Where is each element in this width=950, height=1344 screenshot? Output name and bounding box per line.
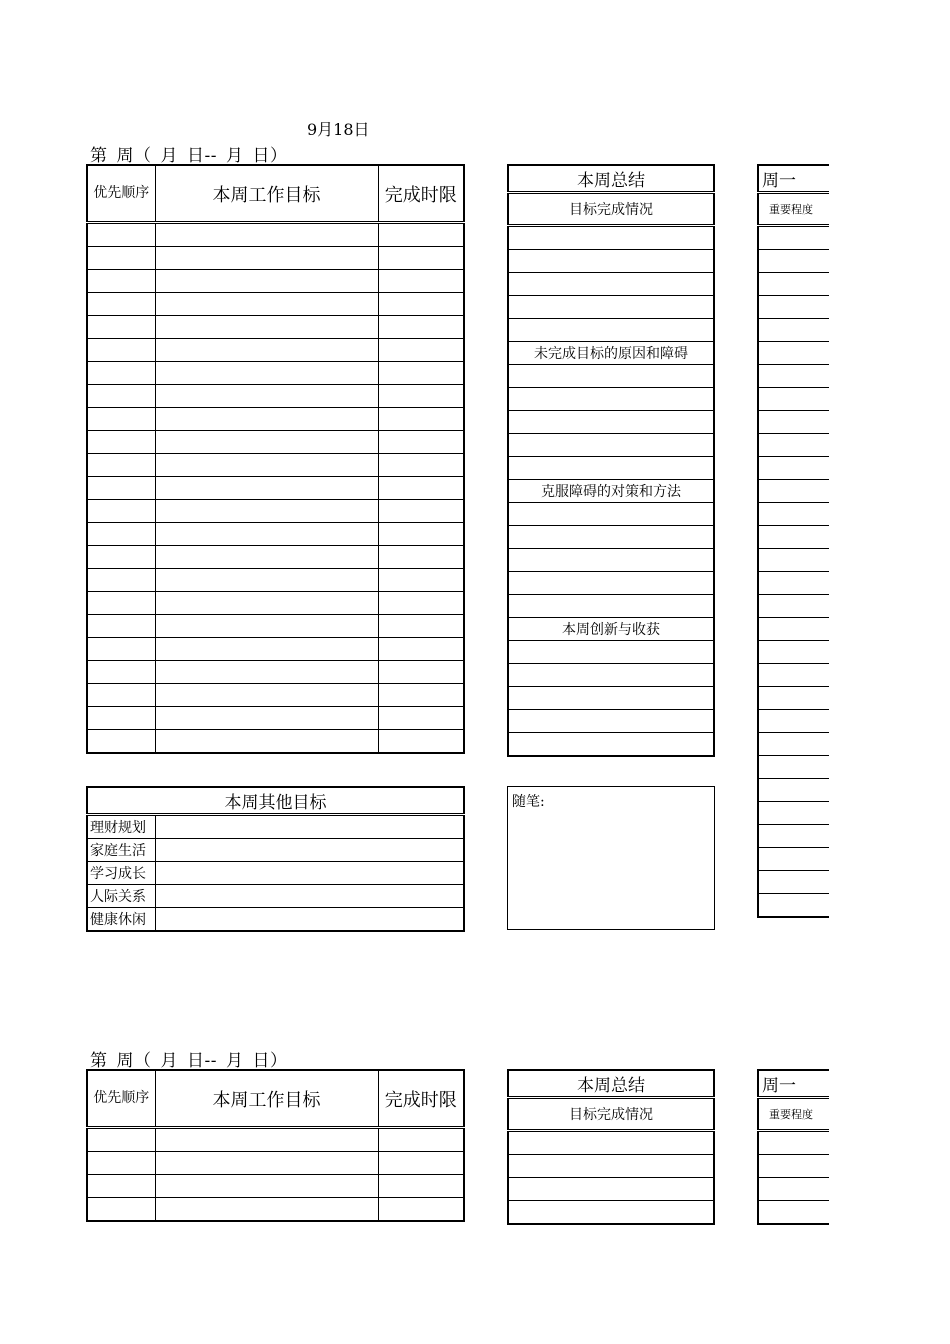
- day-cell[interactable]: [758, 710, 829, 733]
- table-row: [758, 756, 829, 779]
- weekly-goals-table: [86, 164, 465, 754]
- goal-cell[interactable]: [87, 592, 155, 615]
- goal-cell[interactable]: [87, 638, 155, 661]
- table-row: [508, 1178, 714, 1201]
- summary-cell[interactable]: [508, 641, 714, 664]
- day-cell[interactable]: [758, 1201, 829, 1225]
- table-row: [758, 434, 829, 457]
- goal-cell[interactable]: [155, 1152, 378, 1175]
- day-cell[interactable]: [758, 1178, 829, 1201]
- table-row: [758, 388, 829, 411]
- summary-solutions-label: 克服障碍的对策和方法: [508, 480, 714, 503]
- goal-cell[interactable]: [155, 546, 378, 569]
- table-row: [758, 1201, 829, 1225]
- day-cell[interactable]: [758, 687, 829, 710]
- goal-cell[interactable]: [87, 477, 155, 500]
- goal-cell[interactable]: [155, 316, 378, 339]
- date-label: 9月18日: [307, 120, 370, 139]
- table-row: [758, 250, 829, 273]
- goal-cell[interactable]: [378, 362, 464, 385]
- day-cell[interactable]: [758, 779, 829, 802]
- summary-cell[interactable]: [508, 457, 714, 480]
- summary-title: 本周总结: [508, 1070, 714, 1098]
- other-goal-label: 学习成长: [87, 862, 155, 885]
- goal-cell[interactable]: [155, 385, 378, 408]
- table-row: [758, 549, 829, 572]
- table-row: [508, 1155, 714, 1178]
- goal-cell[interactable]: [378, 730, 464, 754]
- goal-cell[interactable]: [155, 730, 378, 754]
- table-row: [87, 569, 464, 592]
- goal-cell[interactable]: [155, 408, 378, 431]
- goal-cell[interactable]: [378, 339, 464, 362]
- goal-cell[interactable]: [155, 661, 378, 684]
- day-cell[interactable]: [758, 894, 829, 918]
- table-row: [87, 500, 464, 523]
- importance-label: 重要程度: [758, 1098, 829, 1131]
- goal-cell[interactable]: [378, 592, 464, 615]
- summary-cell[interactable]: [508, 365, 714, 388]
- table-row: [87, 1198, 464, 1222]
- goal-cell[interactable]: [378, 569, 464, 592]
- summary-cell[interactable]: [508, 1178, 714, 1201]
- summary-cell[interactable]: [508, 687, 714, 710]
- summary-cell[interactable]: [508, 733, 714, 757]
- table-row: [87, 431, 464, 454]
- goal-cell[interactable]: [87, 362, 155, 385]
- day-cell[interactable]: [758, 480, 829, 503]
- other-goal-input[interactable]: [155, 908, 464, 932]
- col-priority-header: 优先顺序: [87, 165, 155, 223]
- table-row: [758, 365, 829, 388]
- goal-cell[interactable]: [155, 293, 378, 316]
- day-cell[interactable]: [758, 549, 829, 572]
- summary-cell[interactable]: [508, 226, 714, 250]
- goal-cell[interactable]: [87, 385, 155, 408]
- summary-title: 本周总结: [508, 165, 714, 193]
- day-cell[interactable]: [758, 825, 829, 848]
- goal-cell[interactable]: [87, 408, 155, 431]
- other-goal-input[interactable]: [155, 815, 464, 839]
- summary-cell[interactable]: [508, 1155, 714, 1178]
- table-row: [758, 457, 829, 480]
- summary-completion-label: 目标完成情况: [508, 1098, 714, 1131]
- day-cell[interactable]: [758, 664, 829, 687]
- goal-cell[interactable]: [155, 592, 378, 615]
- day-cell[interactable]: [758, 411, 829, 434]
- summary-cell[interactable]: [508, 572, 714, 595]
- table-row: [758, 664, 829, 687]
- goal-cell[interactable]: [378, 684, 464, 707]
- day-cell[interactable]: [758, 503, 829, 526]
- goal-cell[interactable]: [378, 1175, 464, 1198]
- table-row: [87, 316, 464, 339]
- day-cell[interactable]: [758, 365, 829, 388]
- other-goal-row: [87, 862, 464, 885]
- summary-cell[interactable]: [508, 273, 714, 296]
- notes-box[interactable]: [507, 786, 715, 930]
- goal-cell[interactable]: [155, 223, 378, 247]
- table-row: [758, 595, 829, 618]
- day-cell[interactable]: [758, 296, 829, 319]
- table-row: [87, 546, 464, 569]
- goal-cell[interactable]: [378, 270, 464, 293]
- summary-cell[interactable]: [508, 503, 714, 526]
- summary-cell[interactable]: [508, 710, 714, 733]
- weekly-summary-table: [507, 164, 715, 757]
- table-row: [758, 1178, 829, 1201]
- table-row: [758, 319, 829, 342]
- col-goal-header: 本周工作目标: [155, 1070, 378, 1128]
- goal-cell[interactable]: [155, 247, 378, 270]
- goal-cell[interactable]: [155, 523, 378, 546]
- goal-cell[interactable]: [378, 1152, 464, 1175]
- table-row: [758, 894, 829, 918]
- goal-cell[interactable]: [87, 339, 155, 362]
- notes-label: 随笔:: [512, 794, 545, 810]
- table-row: [758, 296, 829, 319]
- weekly-summary-table-2: [507, 1069, 715, 1225]
- table-row: [87, 592, 464, 615]
- summary-cell[interactable]: [508, 434, 714, 457]
- day-cell[interactable]: [758, 618, 829, 641]
- summary-reasons-label: 未完成目标的原因和障碍: [508, 342, 714, 365]
- goal-cell[interactable]: [155, 500, 378, 523]
- goal-cell[interactable]: [155, 569, 378, 592]
- table-row: [758, 802, 829, 825]
- table-row: [758, 1131, 829, 1155]
- other-goal-row: [87, 908, 464, 932]
- goal-cell[interactable]: [378, 293, 464, 316]
- goal-cell[interactable]: [87, 1128, 155, 1152]
- summary-cell[interactable]: [508, 526, 714, 549]
- table-row: [758, 618, 829, 641]
- table-row: [758, 503, 829, 526]
- col-goal-header: 本周工作目标: [155, 165, 378, 223]
- other-goal-input[interactable]: [155, 885, 464, 908]
- day-cell[interactable]: [758, 1155, 829, 1178]
- table-row: [87, 339, 464, 362]
- goal-cell[interactable]: [155, 684, 378, 707]
- table-row: [758, 526, 829, 549]
- goal-cell[interactable]: [155, 362, 378, 385]
- goal-cell[interactable]: [87, 661, 155, 684]
- day-cell[interactable]: [758, 733, 829, 756]
- goal-cell[interactable]: [87, 1152, 155, 1175]
- table-row: [758, 572, 829, 595]
- other-goal-label: 健康休闲: [87, 908, 155, 932]
- summary-cell[interactable]: [508, 1131, 714, 1155]
- goal-cell[interactable]: [378, 431, 464, 454]
- day-title: 周一: [758, 165, 829, 193]
- goal-cell[interactable]: [155, 638, 378, 661]
- goal-cell[interactable]: [378, 707, 464, 730]
- goal-cell[interactable]: [378, 477, 464, 500]
- table-row: [508, 1201, 714, 1225]
- col-priority-header: 优先顺序: [87, 1070, 155, 1128]
- table-row: [87, 270, 464, 293]
- goal-cell[interactable]: [87, 546, 155, 569]
- table-row: [87, 730, 464, 754]
- table-row: [758, 779, 829, 802]
- summary-cell[interactable]: [508, 1201, 714, 1225]
- goal-cell[interactable]: [378, 500, 464, 523]
- table-row: [87, 408, 464, 431]
- goal-cell[interactable]: [87, 730, 155, 754]
- goal-cell[interactable]: [378, 408, 464, 431]
- other-goal-label: 人际关系: [87, 885, 155, 908]
- table-row: [758, 226, 829, 250]
- goal-cell[interactable]: [378, 223, 464, 247]
- goal-cell[interactable]: [155, 270, 378, 293]
- day-cell[interactable]: [758, 1131, 829, 1155]
- goal-cell[interactable]: [155, 1128, 378, 1152]
- day-cell[interactable]: [758, 526, 829, 549]
- goal-cell[interactable]: [378, 638, 464, 661]
- other-goal-label: 家庭生活: [87, 839, 155, 862]
- goal-cell[interactable]: [87, 270, 155, 293]
- day-cell[interactable]: [758, 641, 829, 664]
- table-row: [758, 848, 829, 871]
- other-goals-title: 本周其他目标: [87, 787, 464, 815]
- table-row: [87, 661, 464, 684]
- goal-cell[interactable]: [155, 1198, 378, 1222]
- col-deadline-header: 完成时限: [378, 1070, 464, 1128]
- weekly-goals-table-2: [86, 1069, 465, 1222]
- table-row: [87, 523, 464, 546]
- day-cell[interactable]: [758, 595, 829, 618]
- goal-cell[interactable]: [378, 546, 464, 569]
- table-row: [758, 273, 829, 296]
- table-row: [87, 707, 464, 730]
- table-row: [87, 293, 464, 316]
- day-cell[interactable]: [758, 848, 829, 871]
- day-cell[interactable]: [758, 273, 829, 296]
- other-goal-row: [87, 815, 464, 839]
- day-panel-monday-2: [757, 1069, 829, 1225]
- summary-gains-label: 本周创新与收获: [508, 618, 714, 641]
- table-row: [758, 480, 829, 503]
- day-cell[interactable]: [758, 250, 829, 273]
- day-title: 周一: [758, 1070, 829, 1098]
- goal-cell[interactable]: [155, 431, 378, 454]
- importance-label: 重要程度: [758, 193, 829, 226]
- day-cell[interactable]: [758, 572, 829, 595]
- other-goal-input[interactable]: [155, 862, 464, 885]
- day-cell[interactable]: [758, 226, 829, 250]
- table-row: [87, 247, 464, 270]
- summary-cell[interactable]: [508, 296, 714, 319]
- table-row: [758, 411, 829, 434]
- goal-cell[interactable]: [87, 293, 155, 316]
- goal-cell[interactable]: [87, 1198, 155, 1222]
- goal-cell[interactable]: [155, 454, 378, 477]
- goal-cell[interactable]: [87, 615, 155, 638]
- other-goals-table: [86, 786, 465, 932]
- table-row: [87, 1152, 464, 1175]
- summary-cell[interactable]: [508, 664, 714, 687]
- summary-cell[interactable]: [508, 595, 714, 618]
- day-cell[interactable]: [758, 457, 829, 480]
- summary-cell[interactable]: [508, 250, 714, 273]
- goal-cell[interactable]: [87, 684, 155, 707]
- table-row: [87, 1175, 464, 1198]
- goal-cell[interactable]: [155, 615, 378, 638]
- goal-cell[interactable]: [155, 339, 378, 362]
- day-cell[interactable]: [758, 319, 829, 342]
- goal-cell[interactable]: [378, 1198, 464, 1222]
- goal-cell[interactable]: [87, 454, 155, 477]
- day-cell[interactable]: [758, 802, 829, 825]
- table-row: [87, 638, 464, 661]
- table-row: [758, 687, 829, 710]
- table-row: [87, 477, 464, 500]
- day-cell[interactable]: [758, 756, 829, 779]
- goal-cell[interactable]: [87, 247, 155, 270]
- goal-cell[interactable]: [378, 454, 464, 477]
- table-row: [758, 641, 829, 664]
- table-row: [87, 684, 464, 707]
- summary-completion-label: 目标完成情况: [508, 193, 714, 226]
- goal-cell[interactable]: [378, 661, 464, 684]
- day-cell[interactable]: [758, 342, 829, 365]
- table-row: [758, 710, 829, 733]
- day-panel-monday: [757, 164, 829, 918]
- table-row: [87, 615, 464, 638]
- goal-cell[interactable]: [87, 1175, 155, 1198]
- table-row: [87, 362, 464, 385]
- table-row: [758, 1155, 829, 1178]
- table-row: [758, 342, 829, 365]
- goal-cell[interactable]: [155, 477, 378, 500]
- day-cell[interactable]: [758, 434, 829, 457]
- other-goal-row: [87, 885, 464, 908]
- week-title: 第_周（_月_日--_月_日）: [90, 146, 288, 166]
- goal-cell[interactable]: [87, 431, 155, 454]
- goal-cell[interactable]: [378, 247, 464, 270]
- goal-cell[interactable]: [378, 1128, 464, 1152]
- other-goal-row: [87, 839, 464, 862]
- day-cell[interactable]: [758, 871, 829, 894]
- table-row: [758, 733, 829, 756]
- goal-cell[interactable]: [87, 316, 155, 339]
- day-cell[interactable]: [758, 388, 829, 411]
- table-row: [87, 1128, 464, 1152]
- table-row: [508, 1131, 714, 1155]
- goal-cell[interactable]: [378, 385, 464, 408]
- goal-cell[interactable]: [378, 316, 464, 339]
- goal-cell[interactable]: [87, 223, 155, 247]
- goal-cell[interactable]: [87, 569, 155, 592]
- summary-cell[interactable]: [508, 411, 714, 434]
- goal-cell[interactable]: [155, 1175, 378, 1198]
- goal-cell[interactable]: [87, 500, 155, 523]
- goal-cell[interactable]: [378, 615, 464, 638]
- table-row: [758, 825, 829, 848]
- goal-cell[interactable]: [87, 707, 155, 730]
- col-deadline-header: 完成时限: [378, 165, 464, 223]
- other-goal-input[interactable]: [155, 839, 464, 862]
- goal-cell[interactable]: [378, 523, 464, 546]
- week-title-2: 第_周（_月_日--_月_日）: [90, 1051, 288, 1071]
- summary-cell[interactable]: [508, 388, 714, 411]
- table-row: [758, 871, 829, 894]
- goal-cell[interactable]: [87, 523, 155, 546]
- other-goal-label: 理财规划: [87, 815, 155, 839]
- summary-cell[interactable]: [508, 549, 714, 572]
- table-row: [87, 454, 464, 477]
- table-row: [87, 385, 464, 408]
- goal-cell[interactable]: [155, 707, 378, 730]
- summary-cell[interactable]: [508, 319, 714, 342]
- table-row: [87, 223, 464, 247]
